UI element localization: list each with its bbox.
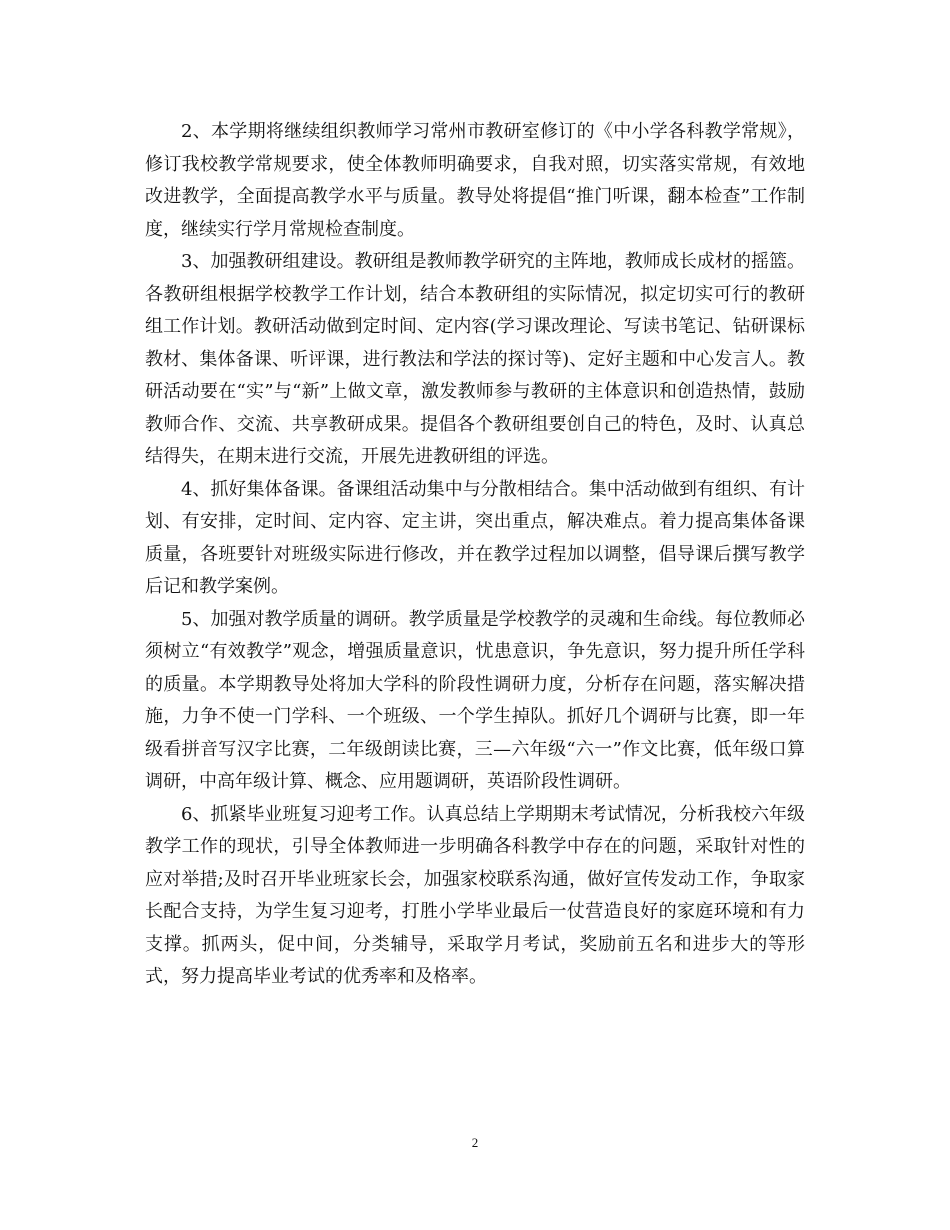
- paragraph-2: 2、本学期将继续组织教师学习常州市教研室修订的《中小学各科教学常规》，修订我校教学常规要求，使全体教师明确要求，自我对照，切实落实常规，有效地改进教学，全面提高教学水平与质量。教导处将提倡“推门听课，翻本检查”工作制度，继续实行学月常规检查制度。: [145, 121, 805, 240]
- paragraph-4: 4、抓好集体备课。备课组活动集中与分散相结合。集中活动做到有组织、有计划、有安排，定时间、定内容、定主讲，突出重点，解决难点。着力提高集体备课质量，各班要针对班级实际进行修改，并在教学过程加以调整，倡导课后撰写教学后记和教学案例。: [145, 478, 805, 597]
- page-number: 2: [471, 1135, 479, 1150]
- paragraph-3: 3、加强教研组建设。教研组是教师教学研究的主阵地，教师成长成材的摇篮。各教研组根据学校教学工作计划，结合本教研组的实际情况，拟定切实可行的教研组工作计划。教研活动做到定时间、定内容(学习课改理论、写读书笔记、钻研课标教材、集体备课、听评课，进行教法和学法的探讨等)、定好主题和中心发言人。教研活动要在“实”与“新”上做文章，激发教师参与教研的主体意识和创造热情，鼓励教师合作、交流、共享教研成果。提倡各个教研组要创自己的特色，及时、认真总结得失，在期末进行交流，开展先进教研组的评选。: [145, 251, 805, 467]
- paragraph-5: 5、加强对教学质量的调研。教学质量是学校教学的灵魂和生命线。每位教师必须树立“有效教学”观念，增强质量意识，忧患意识，争先意识，努力提升所任学科的质量。本学期教导处将加大学科的阶段性调研力度，分析存在问题，落实解决措施，力争不使一门学科、一个班级、一个学生掉队。抓好几个调研与比赛，即一年级看拼音写汉字比赛，二年级朗读比赛，三—六年级“六一”作文比赛，低年级口算调研，中高年级计算、概念、应用题调研，英语阶段性调研。: [145, 608, 805, 792]
- document-body: [145, 116, 805, 994]
- paragraph-6: 6、抓紧毕业班复习迎考工作。认真总结上学期期末考试情况，分析我校六年级教学工作的现状，引导全体教师进一步明确各科教学中存在的问题，采取针对性的应对举措;及时召开毕业班家长会，加强家校联系沟通，做好宣传发动工作，争取家长配合支持，为学生复习迎考，打胜小学毕业最后一仗营造良好的家庭环境和有力支撑。抓两头，促中间，分类辅导，采取学月考试，奖励前五名和进步大的等形式，努力提高毕业考试的优秀率和及格率。: [145, 803, 805, 987]
